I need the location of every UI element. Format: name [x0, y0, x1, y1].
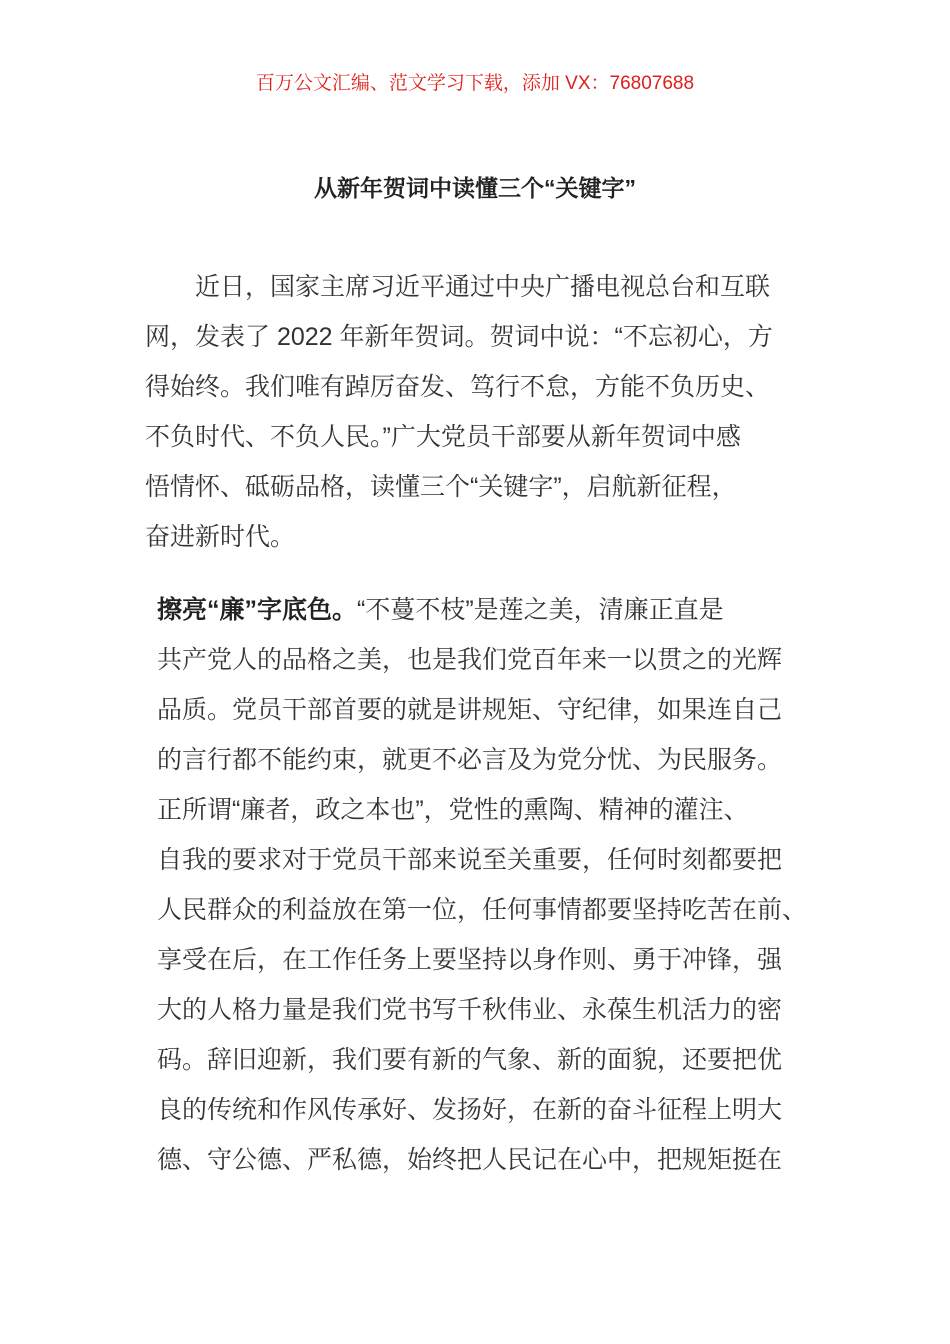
text-line: 品质。党员干部首要的就是讲规矩、守纪律，如果连自己 — [157, 696, 783, 724]
text-line: 享受在后，在工作任务上要坚持以身作则、勇于冲锋，强 — [157, 946, 783, 974]
text-line: 得始终。我们唯有踔厉奋发、笃行不怠，方能不负历史、 — [145, 373, 771, 401]
text-line: 不负时代、不负人民。”广大党员干部要从新年贺词中感 — [145, 423, 741, 451]
text-line: 正所谓“廉者，政之本也”，党性的熏陶、精神的灌注、 — [157, 796, 749, 824]
text-line — [157, 585, 807, 635]
section-heading: 擦亮“廉”字底色。 — [157, 596, 358, 624]
watermark-header: 百万公文汇编、范文学习下载，添加 VX：76807688 — [255, 73, 695, 94]
text-line: 大的人格力量是我们党书写千秋伟业、永葆生机活力的密 — [157, 996, 783, 1024]
text-line: 德、守公德、严私德，始终把人民记在心中，把规矩挺在 — [157, 1146, 783, 1174]
text-line: 码。辞旧迎新，我们要有新的气象、新的面貌，还要把优 — [157, 1046, 783, 1074]
document-title: 从新年贺词中读懂三个“关键字” — [314, 175, 636, 201]
text-line: 的言行都不能约束，就更不必言及为党分忧、为民服务。 — [157, 746, 783, 774]
text-line: 共产党人的品格之美，也是我们党百年来一以贯之的光辉 — [157, 646, 783, 674]
paragraph-lian — [157, 585, 807, 1185]
text-line: 自我的要求对于党员干部来说至关重要，任何时刻都要把 — [157, 846, 783, 874]
paragraph-intro — [145, 262, 773, 562]
text-line: 悟情怀、砥砺品格，读懂三个“关键字”，启航新征程， — [145, 473, 737, 501]
text-span: “不蔓不枝”是莲之美，清廉正直是 — [357, 596, 724, 624]
text-line: 人民群众的利益放在第一位，任何事情都要坚持吃苦在前、 — [157, 896, 808, 924]
text-line: 近日，国家主席习近平通过中央广播电视总台和互联 — [195, 273, 771, 301]
text-line: 网，发表了 2022 年新年贺词。贺词中说：“不忘初心，方 — [145, 323, 773, 351]
text-line: 良的传统和作风传承好、发扬好，在新的奋斗征程上明大 — [157, 1096, 783, 1124]
text-line: 奋进新时代。 — [145, 523, 296, 551]
